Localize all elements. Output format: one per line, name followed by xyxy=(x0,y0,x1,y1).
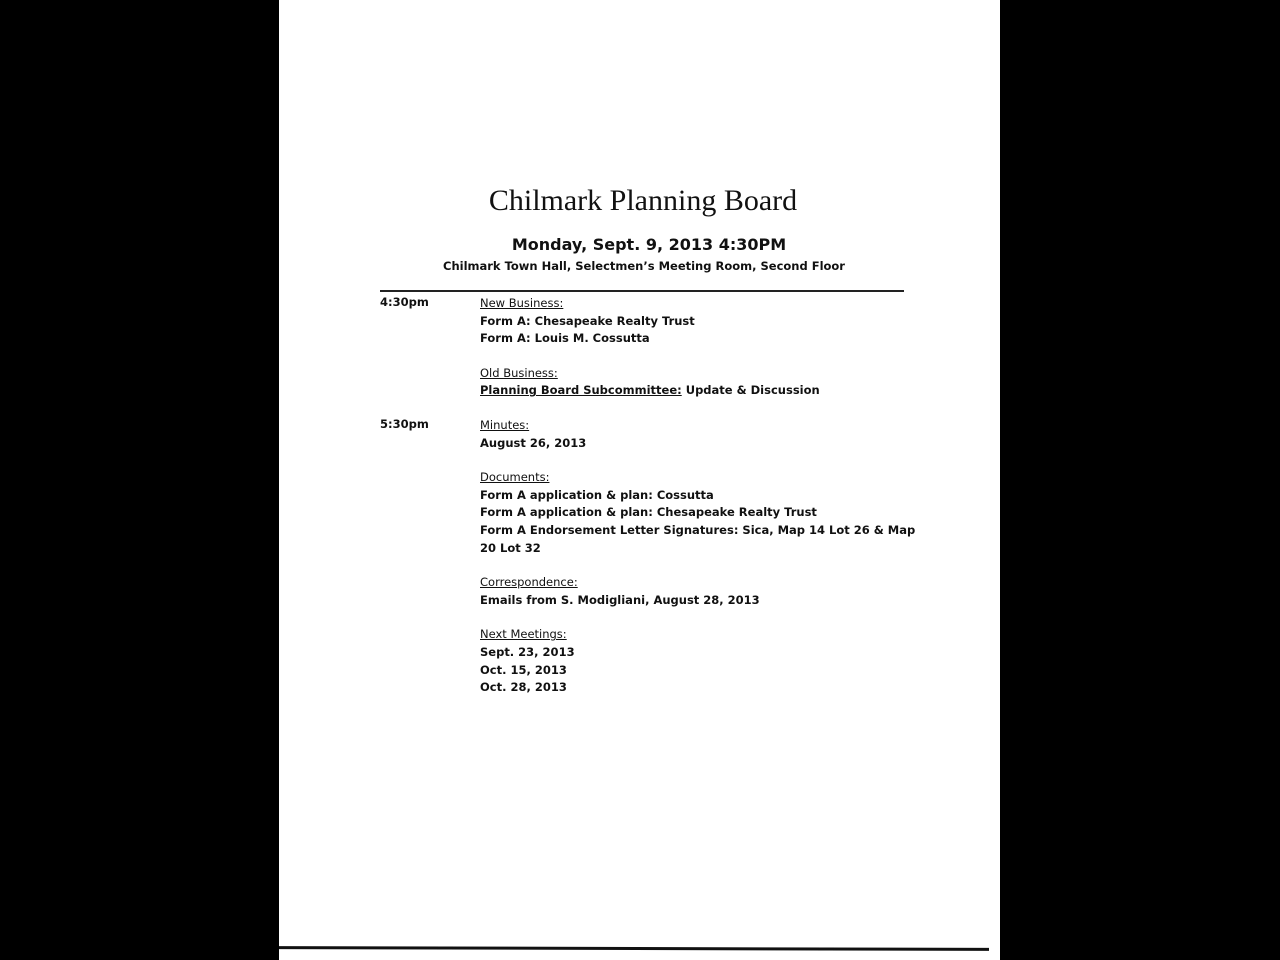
subcommittee-detail: Update & Discussion xyxy=(681,383,820,398)
section-heading: Correspondence: xyxy=(480,575,578,590)
scan-edge-line xyxy=(279,946,989,951)
section-next-meetings xyxy=(480,626,920,696)
agenda-item: Form A application & plan: Chesapeake Realty Trust xyxy=(480,505,817,520)
agenda-item: Form A: Chesapeake Realty Trust xyxy=(480,313,695,328)
agenda-block-2 xyxy=(380,417,920,697)
section-heading: Next Meetings: xyxy=(480,627,567,642)
agenda-time: 4:30pm xyxy=(380,295,429,309)
agenda-item: Oct. 15, 2013 xyxy=(480,662,567,677)
section-correspondence xyxy=(480,574,920,609)
section-minutes xyxy=(480,417,920,452)
agenda-item: Sept. 23, 2013 xyxy=(480,644,575,659)
agenda-item: Form A Endorsement Letter Signatures: Sica, Map 14 Lot 26 & Map 20 Lot 32 xyxy=(480,522,916,555)
agenda-item: August 26, 2013 xyxy=(480,435,587,450)
agenda-block-1 xyxy=(380,295,920,400)
agenda-item: Form A application & plan: Cossutta xyxy=(480,487,714,502)
document-page xyxy=(279,0,1000,960)
section-heading: Documents: xyxy=(480,470,550,485)
subcommittee-label: Planning Board Subcommittee: xyxy=(480,383,682,398)
agenda-item: Form A: Louis M. Cossutta xyxy=(480,331,650,346)
agenda-item: Emails from S. Modigliani, August 28, 2013 xyxy=(480,592,760,607)
section-heading: New Business: xyxy=(480,296,564,310)
section-heading: Minutes: xyxy=(480,417,530,432)
agenda xyxy=(380,295,920,714)
agenda-item: Oct. 28, 2013 xyxy=(480,680,567,695)
document-title: Chilmark Planning Board xyxy=(488,184,798,217)
section-documents xyxy=(480,469,920,557)
meeting-location: Chilmark Town Hall, Selectmen’s Meeting Room, Second Floor xyxy=(443,259,845,273)
agenda-time: 5:30pm xyxy=(380,416,429,431)
section-old-business xyxy=(480,365,920,400)
header-divider xyxy=(380,290,904,292)
section-new-business xyxy=(480,295,920,348)
agenda-item xyxy=(480,382,920,400)
meeting-date-time: Monday, Sept. 9, 2013 4:30PM xyxy=(511,235,787,254)
section-heading: Old Business: xyxy=(480,365,558,380)
